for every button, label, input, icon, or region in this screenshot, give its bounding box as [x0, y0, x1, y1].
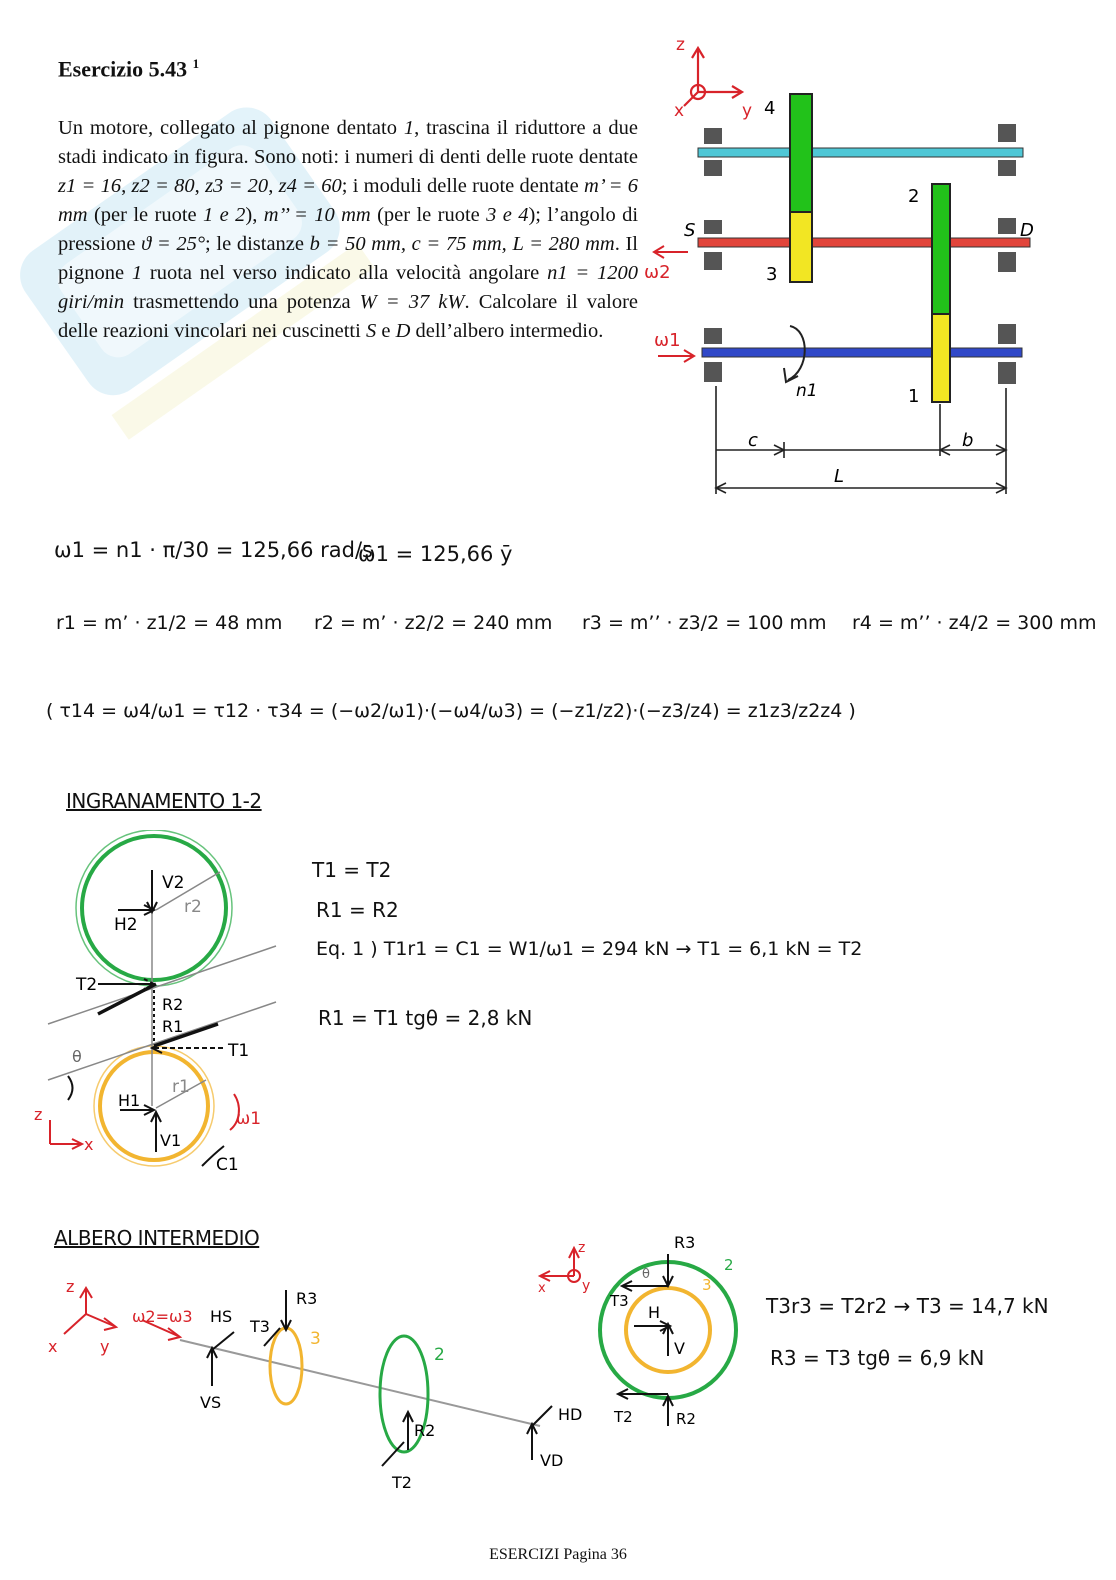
label-r2-shaft: R2 [414, 1421, 436, 1440]
equation-omega1-vector: ω̄1 = 125,66 ȳ [358, 542, 513, 566]
shaft-top [698, 148, 1023, 157]
exercise-title: Esercizio 5.43 $^1$ [58, 56, 200, 82]
label-h1: H1 [118, 1091, 141, 1110]
label-hs: HS [210, 1307, 233, 1326]
gear-label-2: 2 [908, 186, 920, 207]
equation-r3: R3 = T3 tgθ = 6,9 kN [770, 1346, 985, 1370]
n1-label: n1 [796, 381, 818, 401]
equation-r4: r4 = m’’ · z4/2 = 300 mm [852, 612, 1097, 634]
label-r2-force: R2 [162, 995, 184, 1014]
label-v: V [674, 1339, 685, 1358]
label-theta-section: θ [642, 1267, 650, 1282]
equation-r1-r2: R1 = R2 [316, 898, 399, 922]
label-gear3: 3 [310, 1329, 321, 1349]
omega1-label: ω1 [654, 330, 681, 351]
label-axis-y3: y [582, 1278, 591, 1294]
label-axis-x2: x [48, 1337, 58, 1356]
label-r2: r2 [184, 897, 202, 917]
label-gear2-section: 2 [724, 1256, 734, 1274]
dim-label-l: L [834, 466, 845, 487]
equation-t1-t2: T1 = T2 [312, 858, 392, 882]
label-h2: H2 [114, 915, 138, 935]
label-r3-section: R3 [674, 1233, 696, 1252]
axes-icon [684, 48, 742, 106]
label-axis-y2: y [100, 1337, 110, 1356]
equation-eq1: Eq. 1 ) T1r1 = C1 = W1/ω1 = 294 kN → T1 = 6,1 kN = T2 [316, 938, 863, 960]
page-footer: ESERCIZI Pagina 36 [489, 1546, 627, 1563]
equation-r1-value: R1 = T1 tgθ = 2,8 kN [318, 1006, 533, 1030]
intermediate-shaft-diagram [40, 1270, 600, 1500]
equation-r1: r1 = m’ · z1/2 = 48 mm [56, 612, 283, 634]
label-omega1: ω1 [236, 1109, 262, 1129]
gear-label-4: 4 [764, 98, 776, 119]
label-v1: V1 [160, 1131, 182, 1150]
label-t2: T2 [76, 975, 98, 995]
gear-label-1: 1 [908, 386, 920, 407]
axis-label-x: x [674, 101, 685, 121]
label-v2: V2 [162, 873, 185, 893]
section-title-intermediate-shaft: ALBERO INTERMEDIO [54, 1226, 260, 1250]
problem-statement: Un motore, collegato al pignone dentato 1, trascina il riduttore a due stadi indicato in figura. Sono noti: i numeri di denti delle ruote dentate z1 = 16, z2 = 80, z3 = 20, z4 = 60; i moduli delle ruote dentate m’ = 6 mm (per le ruote 1 e 2), m’’ = 10 mm (per le ruote 3 e 4); l’angolo di pressione ϑ = 25°; le distanze b = 50 mm, c = 75 mm, L = 280 mm. Il pignone 1 ruota nel verso indicato alla velocità angolare n1 = 1200 giri/min trasmettendo una potenza W = 37 kW. Calcolare il valore delle reazioni vincolari nei cuscinetti S e D dell’albero intermedio. [58, 117, 639, 342]
label-hd: HD [558, 1405, 583, 1424]
bearings [704, 124, 1016, 384]
label-c1: C1 [216, 1155, 239, 1175]
gear-4 [790, 94, 812, 212]
label-gear3-section: 3 [702, 1276, 712, 1294]
label-h: H [648, 1303, 661, 1322]
section-title-meshing: INGRANAMENTO 1-2 [66, 789, 262, 813]
equation-r3: r3 = m’’ · z3/2 = 100 mm [582, 612, 827, 634]
label-t2-section: T2 [614, 1408, 633, 1426]
label-axis-z3: z [578, 1240, 586, 1256]
dim-label-c: c [748, 430, 758, 451]
bearing-label-d: D [1020, 220, 1034, 241]
gearbox-figure [640, 30, 1060, 500]
axis-label-z: z [676, 35, 685, 55]
gear-2 [932, 184, 950, 314]
equation-t3: T3r3 = T2r2 → T3 = 14,7 kN [766, 1294, 1049, 1318]
gear-label-3: 3 [766, 264, 778, 285]
label-r1-force: R1 [162, 1017, 184, 1036]
label-t1: T1 [228, 1041, 250, 1061]
label-t3: T3 [250, 1317, 270, 1336]
gear-section-diagram [534, 1226, 754, 1436]
label-r2-section: R2 [676, 1410, 696, 1428]
bearing-label-s: S [684, 220, 696, 241]
label-vs: VS [200, 1393, 222, 1412]
shaft-input [702, 348, 1022, 357]
label-axis-z: z [34, 1105, 43, 1124]
label-t3-section: T3 [610, 1292, 629, 1310]
label-axis-x3: x [538, 1281, 546, 1296]
label-axis-x: x [84, 1135, 94, 1154]
gear-1 [932, 314, 950, 402]
label-theta: θ [72, 1047, 82, 1066]
omega2-label: ω2 [644, 262, 671, 283]
label-r1: r1 [172, 1077, 190, 1097]
gear-3 [790, 212, 812, 282]
label-omega2-omega3: ω2=ω3 [132, 1307, 193, 1326]
meshing-diagram [28, 830, 288, 1180]
label-vd: VD [540, 1451, 564, 1470]
label-gear2: 2 [434, 1345, 445, 1365]
axis-label-y: y [742, 101, 753, 121]
equation-r2: r2 = m’ · z2/2 = 240 mm [314, 612, 553, 634]
label-axis-z2: z [66, 1277, 75, 1296]
equation-transmission-ratio: ( τ14 = ω4/ω1 = τ12 · τ34 = (−ω2/ω1)·(−ω4/ω3) = (−z1/z2)·(−z3/z4) = z1z3/z2z4 ) [46, 700, 856, 722]
equation-omega1: ω1 = n1 · π/30 = 125,66 rad/s [54, 538, 373, 562]
label-r3: R3 [296, 1289, 318, 1308]
label-t2-shaft: T2 [392, 1473, 412, 1492]
dim-label-b: b [962, 430, 974, 451]
shaft-intermediate [698, 238, 1030, 247]
